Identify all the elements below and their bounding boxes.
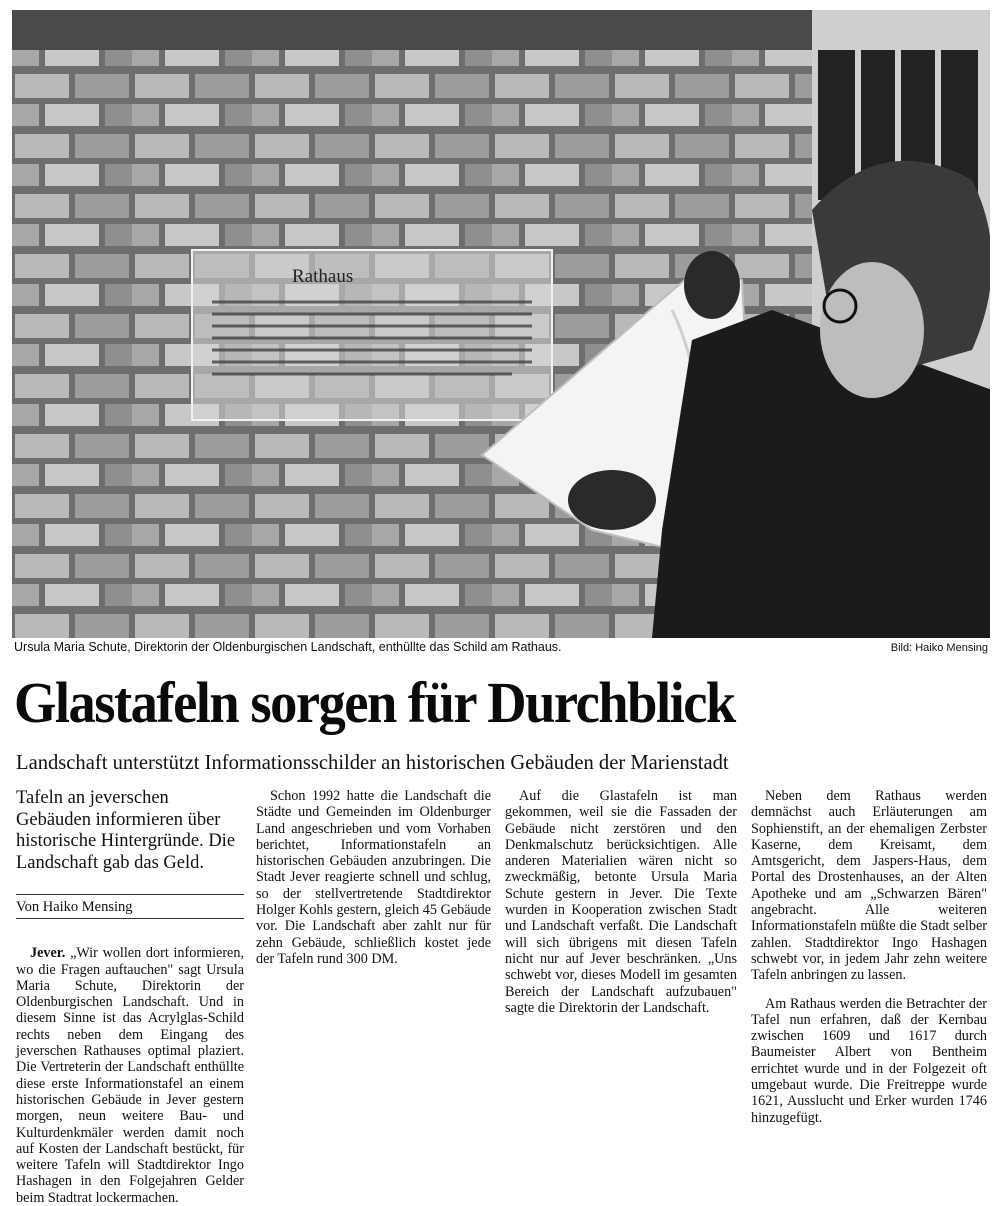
dateline: Jever.	[30, 945, 66, 962]
column-4	[751, 788, 987, 1126]
glass-plaque	[192, 250, 552, 420]
lead-paragraph	[16, 945, 244, 1206]
byline: Von Haiko Mensing	[16, 899, 133, 915]
headline: Glastafeln sorgen für Durchblick	[14, 670, 735, 735]
column-2	[256, 788, 491, 967]
paragraph-3: Auf die Glastafeln ist man gekommen, weil sie die Fassaden der Gebäude nicht zerstören und den Denkmalschutz berücksichtigen. Alle anderen Materialien wären nicht so zweckmäßig, betonte Ursula Maria Schute gestern in Jever. Die Texte wurden in Kooperation zwischen Stadt und Landschaft verfaßt. Die Landschaft will sich übrigens mit diesen Tafeln nicht nur auf Jever beschränken. „Uns schwebt vor, dieses Modell im gesamten Bereich der Landschaft aufzubauen" sagte die Direktorin der Landschaft.	[505, 788, 737, 1016]
teaser: Tafeln an jeverschen Gebäuden informieren über historische Hintergründe. Die Landschaft gab das Geld.	[16, 788, 236, 873]
gloved-hand-upper	[684, 251, 740, 319]
photo-caption: Ursula Maria Schute, Direktorin der Oldenburgischen Landschaft, enthüllte das Schild am Rathaus.	[14, 640, 562, 654]
paragraph-1: „Wir wollen dort informieren, wo die Fragen auftauchen" sagt Ursula Maria Schute, Direktorin der Oldenburgischen Landschaft. Und in diesem Sinne ist das Acrylglas-Schild rechts neben dem Eingang des jeverschen Rathauses optimal plaziert. Die Vertreterin der Landschaft enthüllte diese erste Informationstafel an einem historischen Gebäude in Jever gestern morgen, neun weitere Bau- und Kulturdenkmäler werden damit noch auf Kosten der Landschaft bestückt, für weitere Tafeln will Stadtdirektor Ingo Hashagen in den Folgejahren Gelder beim Stadtrat lockermachen.	[16, 945, 244, 1206]
gloved-hand-lower	[568, 470, 656, 530]
plaque-title: Rathaus	[292, 266, 354, 287]
photo-credit: Bild: Haiko Mensing	[890, 642, 988, 654]
woman-face	[820, 262, 924, 398]
article-photo	[12, 10, 990, 638]
column-3	[505, 788, 737, 1016]
byline-rule-bottom	[16, 918, 244, 919]
photo-illustration	[12, 10, 990, 638]
paragraph-5: Am Rathaus werden die Betrachter der Tafel nun erfahren, daß der Kernbau zwischen 1609 und 1617 durch Baumeister Albert von Bentheim errichtet wurde und in der Folgezeit oft umgebaut wurde. Die Freitreppe wurde 1621, Ausslucht und Erker wurden 1746 hinzugefügt.	[751, 995, 987, 1126]
paragraph-4: Neben dem Rathaus werden demnächst auch Erläuterungen am Sophienstift, an der ehemaligen Zerbster Kaserne, dem Kreisamt, dem Amtsgericht, dem Jaspers-Haus, dem Portal des Drostenhauses, an der Alten Apotheke und am „Schwarzen Bären" angebracht. Alle weiteren Informationstafeln müßte die Stadt selber zahlen. Stadtdirektor Ingo Hashagen schwebt vor, in jedem Jahr zehn weitere Tafeln anbringen zu lassen.	[751, 788, 987, 984]
column-1	[16, 788, 244, 1206]
subheadline: Landschaft unterstützt Informationsschilder an historischen Gebäuden der Marienstadt	[16, 750, 729, 774]
paragraph-2: Schon 1992 hatte die Landschaft die Städte und Gemeinden im Oldenburger Land angeschrieben und vom Vorhaben berichtet, Informationstafeln an historischen Gebäuden anzubringen. Die Stadt Jever reagierte schnell und schlug, so der stellvertretende Stadtdirektor Holger Kohls gestern, gleich 45 Gebäude vor. Die Landschaft aber zahlt nur für zehn Gebäude, schließlich kostet jede der Tafeln rund 300 DM.	[256, 788, 491, 967]
